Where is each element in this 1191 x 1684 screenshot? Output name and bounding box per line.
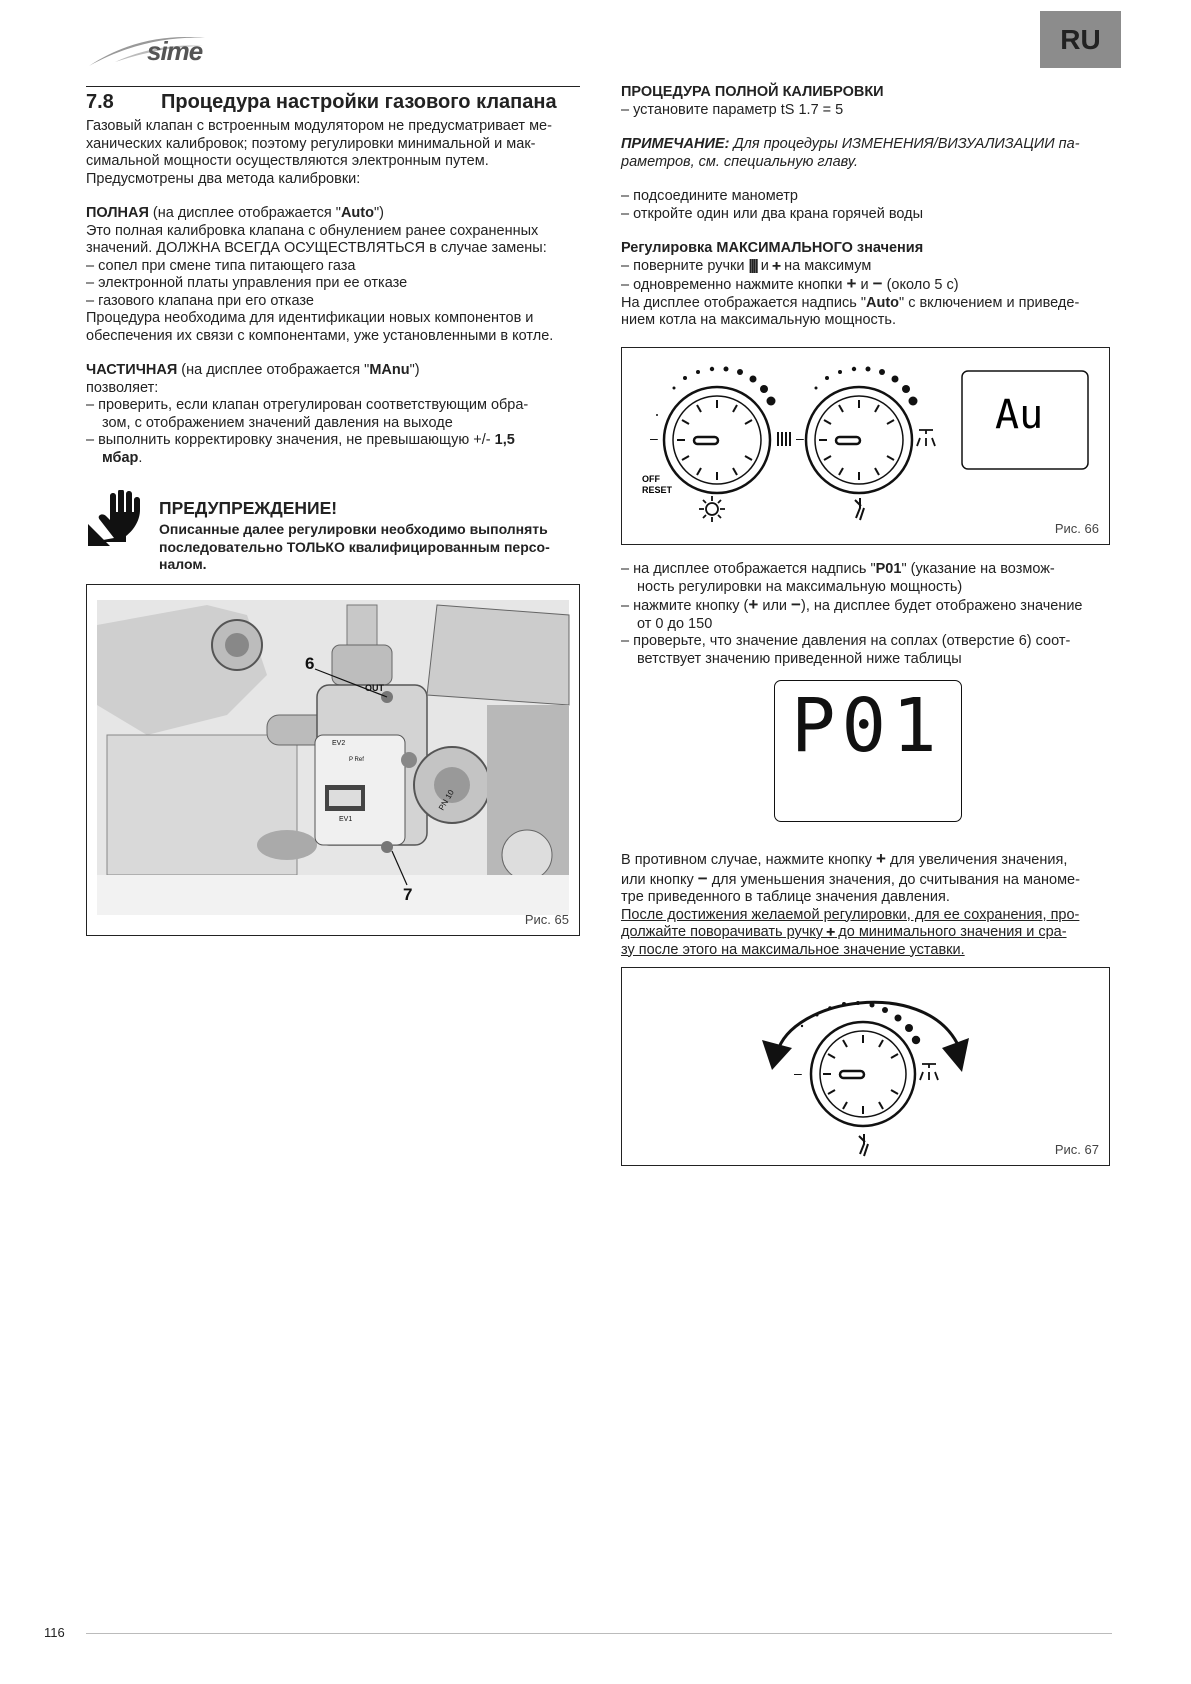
full-mode-after: Процедура необходима для идентификации новых компонентов и bbox=[86, 310, 534, 326]
reset-label: RESET bbox=[642, 485, 673, 495]
warning-title: ПРЕДУПРЕЖДЕНИЕ! bbox=[159, 498, 338, 518]
radiator-icon bbox=[778, 432, 790, 446]
partial-item: – выполнить корректировку значения, не превышающую +/- 1,5 bbox=[86, 432, 515, 448]
max-adjust-item: – одновременно нажмите кнопки + и − (около 5 с) bbox=[621, 274, 959, 293]
press-item-line2: от 0 до 150 bbox=[637, 615, 713, 632]
svg-text:–: – bbox=[796, 430, 804, 446]
arrow-right-icon bbox=[942, 1038, 969, 1072]
figure-caption: Рис. 66 bbox=[1054, 521, 1099, 536]
p01-lcd-value: P01 bbox=[791, 683, 943, 769]
partial-item: зом, с отображением значений давления на выходе bbox=[102, 414, 453, 431]
after-line: должайте поворачивать ручку ᚐ до минимального значения и сра- bbox=[621, 924, 1067, 940]
radiator-icon: |||| bbox=[748, 257, 757, 274]
off-label: OFF bbox=[642, 474, 660, 484]
right-text-block-mid bbox=[621, 561, 1110, 668]
display-item-line2: ность регулировки на максимальную мощность) bbox=[637, 578, 963, 595]
minus-icon: − bbox=[791, 595, 801, 614]
partial-item: – проверить, если клапан отрегулирован соответствующим обра- bbox=[86, 397, 529, 413]
language-badge bbox=[1040, 11, 1121, 68]
valve-label-pref: P Ref bbox=[349, 757, 364, 763]
check-item-line2: ветствует значению приведенной ниже таблицы bbox=[637, 650, 962, 667]
warning-text bbox=[159, 521, 579, 574]
p01-lcd-display bbox=[774, 680, 962, 822]
footer-rule bbox=[86, 1633, 1112, 1634]
brand-name: sime bbox=[147, 36, 203, 66]
max-adjust-after: На дисплее отображается надпись "Auto" с включением и приведе- bbox=[621, 294, 1080, 311]
full-mode-heading: ПОЛНАЯ (на дисплее отображается "Auto") bbox=[86, 205, 384, 221]
gas-valve-illustration bbox=[87, 585, 579, 935]
max-adjust-after-line2: нием котла на максимальную мощность. bbox=[621, 312, 897, 328]
minus-icon: − bbox=[697, 868, 708, 888]
full-calibration-title: ПРОЦЕДУРА ПОЛНОЙ КАЛИБРОВКИ bbox=[621, 84, 884, 100]
max-adjust-title: Регулировка МАКСИМАЛЬНОГО значения bbox=[621, 240, 924, 256]
brand-logo bbox=[85, 22, 235, 68]
warning-line: налом. bbox=[159, 556, 207, 572]
dhw-knob bbox=[806, 387, 912, 493]
figure-caption: Рис. 67 bbox=[1054, 1142, 1099, 1157]
tap-icon bbox=[855, 498, 864, 520]
tap-icon bbox=[859, 1134, 868, 1156]
figure-caption: Рис. 65 bbox=[524, 912, 569, 927]
shower-icon: ᚐ bbox=[827, 924, 835, 940]
intro-line: Газовый клапан с встроенным модулятором не предусматривает ме- bbox=[86, 118, 552, 134]
after-line: зу после этого на максимальное значение уставки. bbox=[621, 941, 965, 958]
shower-icon bbox=[917, 430, 935, 446]
intro-line: Предусмотрены два метода калибровки: bbox=[86, 170, 361, 187]
full-mode-line: Это полная калибровка клапана с обнулением ранее сохраненных bbox=[86, 222, 539, 239]
else-line: или кнопку − для уменьшения значения, до считывания на маноме- bbox=[621, 868, 1080, 888]
check-item: – проверьте, что значение давления на соплах (отверстие 6) соот- bbox=[621, 633, 1071, 649]
callout-6: 6 bbox=[305, 654, 315, 673]
partial-mode-heading: ЧАСТИЧНАЯ (на дисплее отображается "MAnu") bbox=[86, 362, 420, 378]
warning-line: последовательно ТОЛЬКО квалифицированным персо- bbox=[159, 538, 550, 555]
full-mode-item: – сопел при смене типа питающего газа bbox=[86, 257, 356, 274]
full-mode-item: – газового клапана при его отказе bbox=[86, 292, 314, 309]
note-paragraph: ПРИМЕЧАНИЕ: Для процедуры ИЗМЕНЕНИЯ/ВИЗУАЛИЗАЦИИ па- bbox=[621, 136, 1080, 152]
figure-65-gas-valve-photo bbox=[86, 584, 580, 936]
step-item: – подсоедините манометр bbox=[621, 188, 798, 204]
valve-label-ev2: EV2 bbox=[332, 740, 346, 747]
callout-7: 7 bbox=[403, 885, 413, 904]
else-line: тре приведенного в таблице значения давления. bbox=[621, 889, 950, 905]
intro-line: ханических калибровок; поэтому регулировки минимальной и мак- bbox=[86, 135, 536, 152]
language-badge-label: RU bbox=[1060, 23, 1101, 55]
svg-text:–: – bbox=[650, 430, 658, 446]
full-mode-item: – электронной платы управления при ее отказе bbox=[86, 275, 408, 291]
valve-label-out: OUT bbox=[365, 683, 384, 693]
display-item: – на дисплее отображается надпись "P01" (указание на возмож- bbox=[621, 561, 1055, 577]
plus-icon: + bbox=[846, 274, 857, 293]
sun-icon bbox=[699, 496, 725, 522]
valve-label-pn: PN 10 bbox=[436, 788, 456, 812]
section-title: Процедура настройки газового клапана bbox=[161, 91, 557, 113]
right-text-block-bottom bbox=[621, 850, 1110, 959]
press-item: – нажмите кнопку (+ или −), на дисплее будет отображено значение bbox=[621, 595, 1083, 614]
full-mode-after: обеспечения их связи с компонентами, уже установленными в котле. bbox=[86, 327, 554, 344]
after-line: После достижения желаемой регулировки, для ее сохранения, про- bbox=[621, 906, 1080, 923]
minus-icon: − bbox=[872, 274, 883, 293]
figure-67-knob-rotation bbox=[621, 967, 1110, 1166]
warning-hand-icon bbox=[86, 490, 144, 548]
control-panel-illustration bbox=[622, 348, 1109, 544]
plus-icon: + bbox=[876, 849, 886, 868]
heating-knob bbox=[664, 387, 770, 493]
shower-icon bbox=[920, 1064, 938, 1080]
left-text-block bbox=[86, 118, 580, 467]
note-paragraph-line2: раметров, см. специальную главу. bbox=[621, 153, 859, 170]
intro-line: симальной мощности осуществляются электронным путем. bbox=[86, 153, 489, 169]
arrow-left-icon bbox=[762, 1040, 792, 1070]
section-number: 7.8 bbox=[86, 91, 114, 113]
section-heading bbox=[86, 91, 557, 114]
warning-line: Описанные далее регулировки необходимо выполнять bbox=[159, 521, 548, 537]
figure-66-control-panel bbox=[621, 347, 1110, 545]
full-calibration-item: – установите параметр tS 1.7 = 5 bbox=[621, 101, 844, 118]
else-line: В противном случае, нажмите кнопку + для увеличения значения, bbox=[621, 849, 1068, 868]
step-item: – откройте один или два крана горячей воды bbox=[621, 205, 924, 222]
right-text-block-top bbox=[621, 84, 1110, 330]
section-divider bbox=[86, 86, 580, 87]
page-number: 116 bbox=[44, 1625, 65, 1640]
svg-text:–: – bbox=[794, 1065, 802, 1081]
knob-rotation-illustration bbox=[622, 968, 1109, 1165]
shower-icon: ᚐ bbox=[772, 257, 781, 274]
valve-label-ev1: EV1 bbox=[339, 816, 353, 823]
full-mode-line: значений. ДОЛЖНА ВСЕГДА ОСУЩЕСТВЛЯТЬСЯ в случае замены: bbox=[86, 240, 547, 256]
dhw-knob bbox=[811, 1022, 915, 1126]
partial-allows: позволяет: bbox=[86, 379, 159, 396]
partial-item: мбар. bbox=[102, 449, 143, 466]
lcd-display-value: Au bbox=[995, 392, 1044, 438]
plus-icon: + bbox=[748, 595, 759, 614]
max-adjust-item: – поверните ручки |||| и ᚐ на максимум bbox=[621, 257, 872, 274]
